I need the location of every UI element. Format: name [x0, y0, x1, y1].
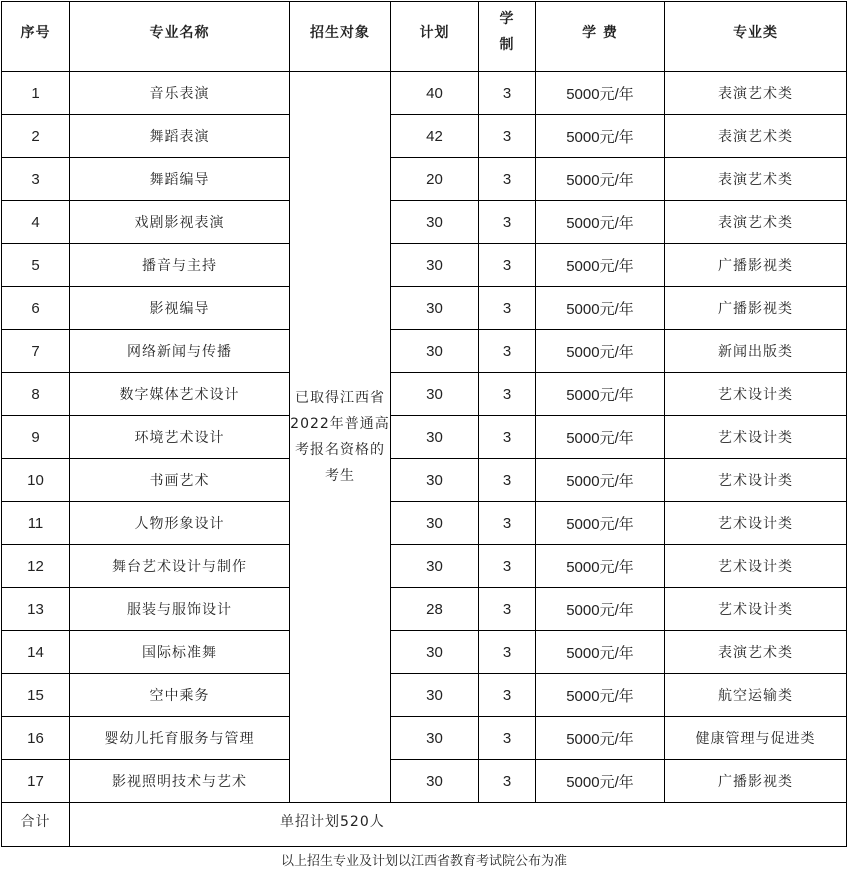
cell-plan: 30	[391, 201, 479, 244]
cell-plan: 30	[391, 330, 479, 373]
header-no: 序号	[2, 2, 70, 72]
cell-no: 12	[2, 545, 70, 588]
cell-category: 表演艺术类	[665, 158, 847, 201]
cell-plan: 30	[391, 545, 479, 588]
cell-term: 3	[479, 330, 536, 373]
cell-no: 1	[2, 72, 70, 115]
cell-category: 健康管理与促进类	[665, 717, 847, 760]
cell-fee: 5000元/年	[536, 631, 665, 674]
cell-plan: 30	[391, 674, 479, 717]
cell-no: 6	[2, 287, 70, 330]
cell-major: 影视编导	[70, 287, 290, 330]
header-category: 专业类	[665, 2, 847, 72]
cell-category: 艺术设计类	[665, 588, 847, 631]
cell-plan: 42	[391, 115, 479, 158]
cell-major: 舞蹈编导	[70, 158, 290, 201]
cell-term: 3	[479, 373, 536, 416]
cell-term: 3	[479, 201, 536, 244]
table-row	[2, 588, 847, 631]
table-body	[2, 72, 847, 847]
cell-plan: 40	[391, 72, 479, 115]
cell-category: 广播影视类	[665, 287, 847, 330]
cell-fee: 5000元/年	[536, 545, 665, 588]
table-row	[2, 158, 847, 201]
cell-fee: 5000元/年	[536, 158, 665, 201]
cell-term: 3	[479, 631, 536, 674]
cell-fee: 5000元/年	[536, 717, 665, 760]
cell-plan: 30	[391, 244, 479, 287]
table-row	[2, 760, 847, 803]
table-row	[2, 502, 847, 545]
cell-no: 2	[2, 115, 70, 158]
cell-term: 3	[479, 760, 536, 803]
table-row	[2, 244, 847, 287]
cell-major: 人物形象设计	[70, 502, 290, 545]
cell-fee: 5000元/年	[536, 588, 665, 631]
table-row	[2, 674, 847, 717]
cell-fee: 5000元/年	[536, 72, 665, 115]
cell-no: 5	[2, 244, 70, 287]
table-row	[2, 416, 847, 459]
table-row	[2, 287, 847, 330]
cell-no: 13	[2, 588, 70, 631]
cell-fee: 5000元/年	[536, 502, 665, 545]
cell-major: 数字媒体艺术设计	[70, 373, 290, 416]
cell-term: 3	[479, 674, 536, 717]
cell-no: 17	[2, 760, 70, 803]
footer-note: 以上招生专业及计划以江西省教育考试院公布为准	[280, 854, 567, 869]
cell-no: 8	[2, 373, 70, 416]
cell-category: 艺术设计类	[665, 373, 847, 416]
header-term-top: 学	[499, 11, 515, 27]
enrollment-table	[1, 1, 847, 847]
cell-plan: 30	[391, 287, 479, 330]
cell-plan: 30	[391, 373, 479, 416]
cell-term: 3	[479, 717, 536, 760]
cell-category: 艺术设计类	[665, 545, 847, 588]
cell-major: 音乐表演	[70, 72, 290, 115]
cell-fee: 5000元/年	[536, 287, 665, 330]
cell-plan: 20	[391, 158, 479, 201]
cell-no: 11	[2, 502, 70, 545]
table-header-row	[2, 2, 847, 72]
cell-fee: 5000元/年	[536, 244, 665, 287]
cell-major: 空中乘务	[70, 674, 290, 717]
cell-target: 已取得江西省2022年普通高考报名资格的考生	[290, 72, 391, 803]
cell-category: 新闻出版类	[665, 330, 847, 373]
table-row	[2, 201, 847, 244]
cell-major: 网络新闻与传播	[70, 330, 290, 373]
table-row	[2, 330, 847, 373]
header-fee: 学 费	[536, 2, 665, 72]
cell-major: 戏剧影视表演	[70, 201, 290, 244]
cell-term: 3	[479, 459, 536, 502]
cell-category: 艺术设计类	[665, 459, 847, 502]
cell-no: 16	[2, 717, 70, 760]
cell-category: 艺术设计类	[665, 416, 847, 459]
cell-plan: 30	[391, 717, 479, 760]
cell-major: 舞台艺术设计与制作	[70, 545, 290, 588]
cell-plan: 30	[391, 631, 479, 674]
cell-major: 国际标准舞	[70, 631, 290, 674]
table-row	[2, 545, 847, 588]
cell-major: 服装与服饰设计	[70, 588, 290, 631]
cell-category: 表演艺术类	[665, 115, 847, 158]
cell-category: 表演艺术类	[665, 201, 847, 244]
cell-term: 3	[479, 588, 536, 631]
total-label: 合计	[2, 803, 70, 847]
cell-term: 3	[479, 416, 536, 459]
table-row	[2, 115, 847, 158]
cell-no: 10	[2, 459, 70, 502]
cell-category: 表演艺术类	[665, 631, 847, 674]
cell-plan: 30	[391, 502, 479, 545]
cell-category: 艺术设计类	[665, 502, 847, 545]
cell-no: 3	[2, 158, 70, 201]
cell-major: 环境艺术设计	[70, 416, 290, 459]
cell-fee: 5000元/年	[536, 416, 665, 459]
cell-category: 表演艺术类	[665, 72, 847, 115]
cell-term: 3	[479, 158, 536, 201]
header-term-bottom: 制	[499, 37, 515, 53]
cell-plan: 30	[391, 416, 479, 459]
header-term	[479, 2, 536, 72]
cell-fee: 5000元/年	[536, 201, 665, 244]
cell-no: 9	[2, 416, 70, 459]
cell-plan: 30	[391, 459, 479, 502]
table-row	[2, 631, 847, 674]
table-row	[2, 373, 847, 416]
cell-major: 舞蹈表演	[70, 115, 290, 158]
table-row	[2, 72, 847, 115]
total-row	[2, 803, 847, 847]
cell-no: 4	[2, 201, 70, 244]
total-text: 单招计划520人	[70, 803, 847, 847]
cell-term: 3	[479, 244, 536, 287]
header-major: 专业名称	[70, 2, 290, 72]
cell-fee: 5000元/年	[536, 459, 665, 502]
cell-plan: 30	[391, 760, 479, 803]
cell-no: 15	[2, 674, 70, 717]
table-row	[2, 459, 847, 502]
cell-major: 影视照明技术与艺术	[70, 760, 290, 803]
cell-no: 14	[2, 631, 70, 674]
cell-no: 7	[2, 330, 70, 373]
cell-fee: 5000元/年	[536, 330, 665, 373]
cell-fee: 5000元/年	[536, 674, 665, 717]
header-plan: 计划	[391, 2, 479, 72]
header-target: 招生对象	[290, 2, 391, 72]
table-row	[2, 717, 847, 760]
cell-fee: 5000元/年	[536, 115, 665, 158]
cell-term: 3	[479, 502, 536, 545]
cell-fee: 5000元/年	[536, 760, 665, 803]
cell-category: 航空运输类	[665, 674, 847, 717]
cell-term: 3	[479, 115, 536, 158]
cell-major: 婴幼儿托育服务与管理	[70, 717, 290, 760]
cell-major: 播音与主持	[70, 244, 290, 287]
cell-plan: 28	[391, 588, 479, 631]
cell-category: 广播影视类	[665, 760, 847, 803]
cell-term: 3	[479, 72, 536, 115]
cell-major: 书画艺术	[70, 459, 290, 502]
cell-fee: 5000元/年	[536, 373, 665, 416]
cell-term: 3	[479, 287, 536, 330]
cell-category: 广播影视类	[665, 244, 847, 287]
cell-term: 3	[479, 545, 536, 588]
